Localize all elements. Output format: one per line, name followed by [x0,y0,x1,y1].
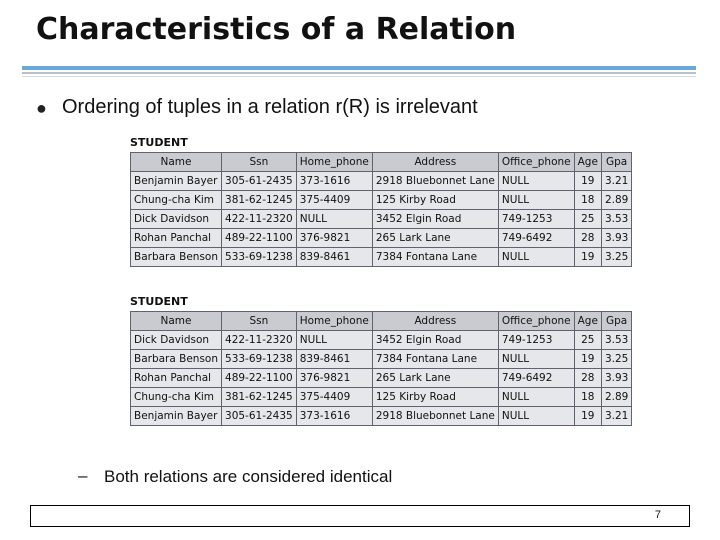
table-cell: 25 [574,210,601,229]
column-header: Age [574,312,601,331]
table-row [131,248,632,267]
table-cell: 376-9821 [296,229,372,248]
bullet-text: Ordering of tuples in a relation r(R) is irrelevant [62,96,478,118]
table-cell: 3452 Elgin Road [372,331,498,350]
relation-label-1: STUDENT [130,136,188,149]
table-cell: 373-1616 [296,407,372,426]
table-cell: Rohan Panchal [131,229,222,248]
column-header: Name [131,153,222,172]
column-header: Age [574,153,601,172]
column-header: Ssn [222,153,297,172]
table-cell: 3.25 [601,248,631,267]
table-cell: NULL [498,191,574,210]
table-cell: 3452 Elgin Road [372,210,498,229]
table-cell: 265 Lark Lane [372,229,498,248]
table-cell: 28 [574,229,601,248]
page-number: 7 [654,509,661,521]
table-cell: 489-22-1100 [222,229,297,248]
table-cell: 3.93 [601,369,631,388]
table-row [131,350,632,369]
title-rule-gray [22,72,696,74]
table-cell: 18 [574,388,601,407]
table-cell: 3.21 [601,172,631,191]
table-cell: Benjamin Bayer [131,407,222,426]
column-header: Address [372,312,498,331]
table-cell: 28 [574,369,601,388]
table-cell: 489-22-1100 [222,369,297,388]
table-cell: Chung-cha Kim [131,191,222,210]
table-cell: 19 [574,407,601,426]
table-cell: 375-4409 [296,388,372,407]
table-cell: 749-1253 [498,210,574,229]
column-header: Office_phone [498,312,574,331]
table-cell: 18 [574,191,601,210]
table-cell: 3.25 [601,350,631,369]
sub-bullet-text: Both relations are considered identical [104,467,393,486]
table-cell: 2.89 [601,388,631,407]
table-cell: 19 [574,350,601,369]
table-cell: 2918 Bluebonnet Lane [372,172,498,191]
title-rule-light [22,76,696,77]
column-header: Ssn [222,312,297,331]
column-header: Home_phone [296,312,372,331]
column-header: Name [131,312,222,331]
table-cell: NULL [296,331,372,350]
table-cell: 7384 Fontana Lane [372,248,498,267]
table-cell: NULL [296,210,372,229]
table-row [131,210,632,229]
table-row [131,407,632,426]
table-row [131,331,632,350]
table-cell: Dick Davidson [131,331,222,350]
table-cell: NULL [498,350,574,369]
table-cell: Dick Davidson [131,210,222,229]
table-cell: 749-6492 [498,229,574,248]
table-cell: 373-1616 [296,172,372,191]
table-cell: 749-1253 [498,331,574,350]
table-cell: 125 Kirby Road [372,191,498,210]
table-cell: 265 Lark Lane [372,369,498,388]
table-cell: Benjamin Bayer [131,172,222,191]
table-cell: Rohan Panchal [131,369,222,388]
table-cell: 375-4409 [296,191,372,210]
table-cell: 422-11-2320 [222,210,297,229]
table-row [131,172,632,191]
table-row [131,369,632,388]
table-row [131,191,632,210]
table-cell: Barbara Benson [131,248,222,267]
table-cell: 7384 Fontana Lane [372,350,498,369]
table-cell: 533-69-1238 [222,248,297,267]
table-cell: 381-62-1245 [222,191,297,210]
table-cell: 422-11-2320 [222,331,297,350]
bullet-icon: ● [36,98,47,118]
table-cell: 19 [574,172,601,191]
footer-box [30,505,690,527]
column-header: Gpa [601,153,631,172]
table-cell: 125 Kirby Road [372,388,498,407]
table-cell: 3.53 [601,210,631,229]
table-cell: NULL [498,172,574,191]
table-cell: 25 [574,331,601,350]
header-row [131,153,632,172]
relation-label-2: STUDENT [130,295,188,308]
table-cell: 3.53 [601,331,631,350]
relation-table-2 [130,311,632,426]
slide-title: Characteristics of a Relation [36,12,517,47]
table-cell: Chung-cha Kim [131,388,222,407]
table-cell: NULL [498,248,574,267]
table-cell: 3.21 [601,407,631,426]
table-cell: 376-9821 [296,369,372,388]
table-cell: 839-8461 [296,350,372,369]
table-cell: 839-8461 [296,248,372,267]
table-cell: NULL [498,407,574,426]
table-cell: Barbara Benson [131,350,222,369]
column-header: Office_phone [498,153,574,172]
table-cell: 19 [574,248,601,267]
column-header: Home_phone [296,153,372,172]
title-rule-blue [22,66,696,70]
sub-bullet-dash: – [78,466,88,485]
table-row [131,388,632,407]
relation-table-1 [130,152,632,267]
table-cell: 2918 Bluebonnet Lane [372,407,498,426]
table-cell: 533-69-1238 [222,350,297,369]
header-row [131,312,632,331]
table-cell: NULL [498,388,574,407]
column-header: Gpa [601,312,631,331]
table-cell: 305-61-2435 [222,407,297,426]
table-cell: 2.89 [601,191,631,210]
table-row [131,229,632,248]
table-cell: 3.93 [601,229,631,248]
column-header: Address [372,153,498,172]
table-cell: 381-62-1245 [222,388,297,407]
table-cell: 305-61-2435 [222,172,297,191]
table-cell: 749-6492 [498,369,574,388]
